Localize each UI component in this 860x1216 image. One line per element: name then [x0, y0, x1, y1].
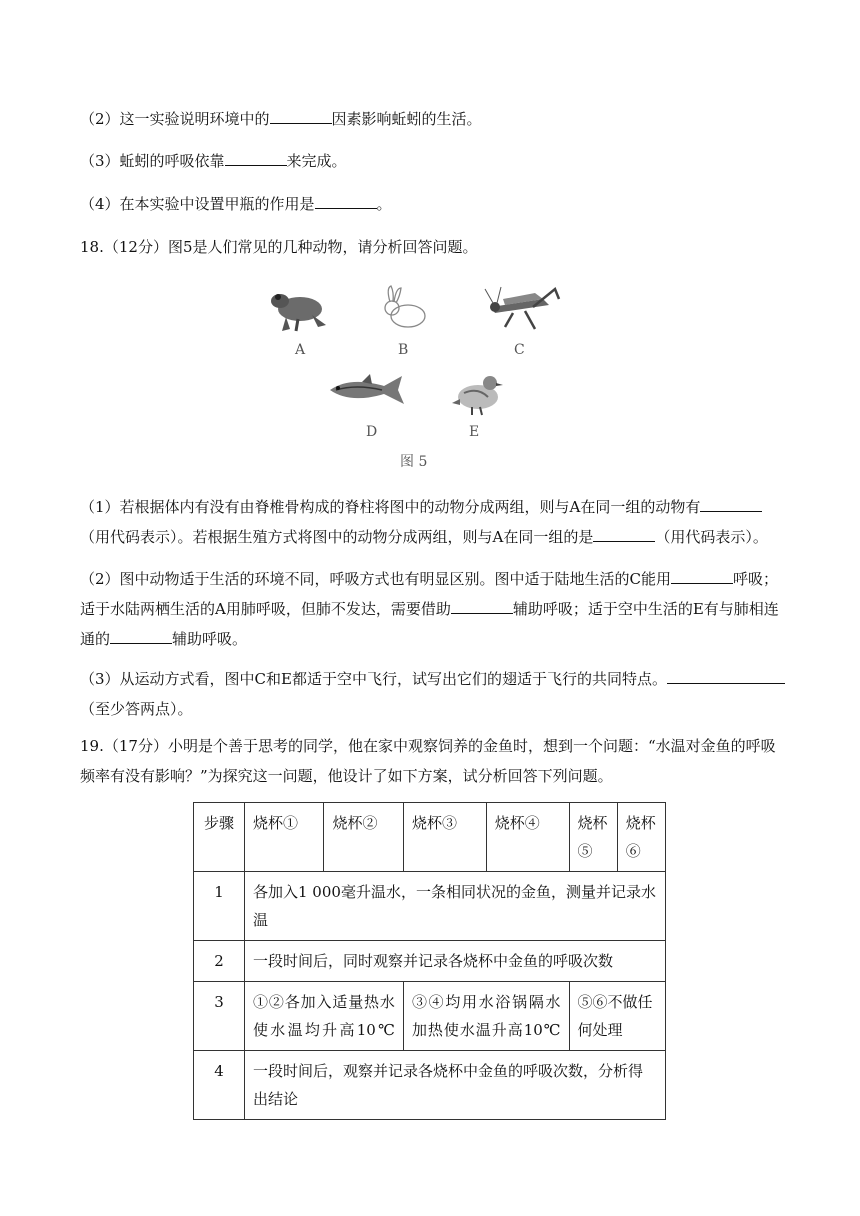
pigeon-icon: [450, 369, 506, 417]
figure-label-a: A: [295, 342, 306, 358]
q17-part2-text-end: 因素影响蚯蚓的生活。: [331, 110, 482, 128]
table-row: [194, 1051, 666, 1120]
q18-part3-text-end: （至少答两点）。: [80, 700, 193, 718]
q18-part3: [80, 664, 785, 724]
table-header: 烧杯⑥: [617, 803, 665, 872]
answer-blank[interactable]: [671, 569, 733, 584]
table-cell: ①②各加入适量热水使水温均升高10℃: [245, 982, 404, 1051]
table-cell-step: 3: [194, 982, 245, 1051]
q17-part4-text: （4）在本实验中设置甲瓶的作用是: [80, 195, 315, 213]
table-header: 烧杯①: [245, 803, 324, 872]
answer-blank[interactable]: [593, 527, 655, 542]
table-cell: 一段时间后，同时观察并记录各烧杯中金鱼的呼吸次数: [245, 941, 666, 982]
q17-part4-text-end: 。: [376, 195, 392, 213]
grasshopper-icon: [483, 285, 565, 333]
q18-part2-text-end: 辅助呼吸。: [172, 630, 248, 648]
q18-part3-text: （3）从运动方式看，图中C和E都适于空中飞行，试写出它们的翅适于飞行的共同特点。: [80, 670, 667, 688]
table-cell-step: 4: [194, 1051, 245, 1120]
q18-part2: [80, 564, 785, 654]
table-header: 烧杯②: [324, 803, 403, 872]
table-header: 烧杯⑤: [569, 803, 617, 872]
table-cell-step: 1: [194, 872, 245, 941]
q18-part1-text-end: （用代码表示）。: [655, 528, 768, 546]
table-cell: ③④均用水浴锅隔水加热使水温升高10℃: [403, 982, 569, 1051]
answer-blank[interactable]: [110, 629, 172, 644]
table-header: 烧杯④: [486, 803, 569, 872]
q17-part3-text: （3）蚯蚓的呼吸依靠: [80, 152, 225, 170]
answer-blank[interactable]: [315, 194, 377, 209]
q17-part4: [80, 193, 392, 215]
figure-label-d: D: [366, 424, 378, 440]
table-cell-step: 2: [194, 941, 245, 982]
q18-part2-text-mid2: 辅助呼吸；适于空中生活的E有与肺相连通的: [80, 600, 779, 648]
table-cell: 一段时间后，观察并记录各烧杯中金鱼的呼吸次数，分析得出结论: [245, 1051, 666, 1120]
answer-blank[interactable]: [225, 151, 287, 166]
q18-part1-text: （1）若根据体内有没有由脊椎骨构成的脊柱将图中的动物分成两组，则与A在同一组的动物有: [80, 498, 701, 516]
table-row: [194, 982, 666, 1051]
figure-label-c: C: [514, 342, 525, 358]
table-cell: ⑤⑥不做任何处理: [569, 982, 665, 1051]
q18-part1: [80, 492, 785, 552]
table-cell: 各加入1 000毫升温水，一条相同状况的金鱼，测量并记录水温: [245, 872, 666, 941]
table-header: 烧杯③: [403, 803, 486, 872]
q18-part2-text-mid: 呼吸；适于水陆两栖生活的A用肺呼吸，但肺不发达，需要借助: [80, 570, 779, 618]
answer-blank[interactable]: [451, 599, 513, 614]
rabbit-icon: [378, 284, 432, 332]
table-row: [194, 941, 666, 982]
answer-blank[interactable]: [667, 669, 785, 684]
table-header-row: [194, 803, 666, 872]
q18-part2-text: （2）图中动物适于生活的环境不同，呼吸方式也有明显区别。图中适于陆地生活的C能用: [80, 570, 672, 588]
figure-label-e: E: [469, 424, 480, 440]
q17-part2: [80, 108, 482, 130]
answer-blank[interactable]: [700, 497, 762, 512]
table-row: [194, 872, 666, 941]
answer-blank[interactable]: [270, 109, 332, 124]
figure-label-b: B: [398, 342, 409, 358]
fish-icon: [326, 372, 408, 408]
table-header: 步骤: [194, 803, 245, 872]
frog-icon: [268, 285, 332, 333]
q17-part2-text: （2）这一实验说明环境中的: [80, 110, 270, 128]
q17-part3-text-end: 来完成。: [286, 152, 347, 170]
experiment-table: [193, 802, 666, 1120]
q17-part3: [80, 150, 347, 172]
figure-caption: 图 5: [400, 454, 428, 470]
q19-stem: 19.（17分）小明是个善于思考的同学，他在家中观察饲养的金鱼时，想到一个问题：“水温对金鱼的呼吸频率有没有影响？”为探究这一问题，他设计了如下方案，试分析回答下列问题。: [80, 737, 776, 785]
q18-stem: 18.（12分）图5是人们常见的几种动物，请分析回答问题。: [80, 238, 478, 256]
q18-part1-text-mid: （用代码表示）。若根据生殖方式将图中的动物分成两组，则与A在同一组的是: [80, 528, 594, 546]
